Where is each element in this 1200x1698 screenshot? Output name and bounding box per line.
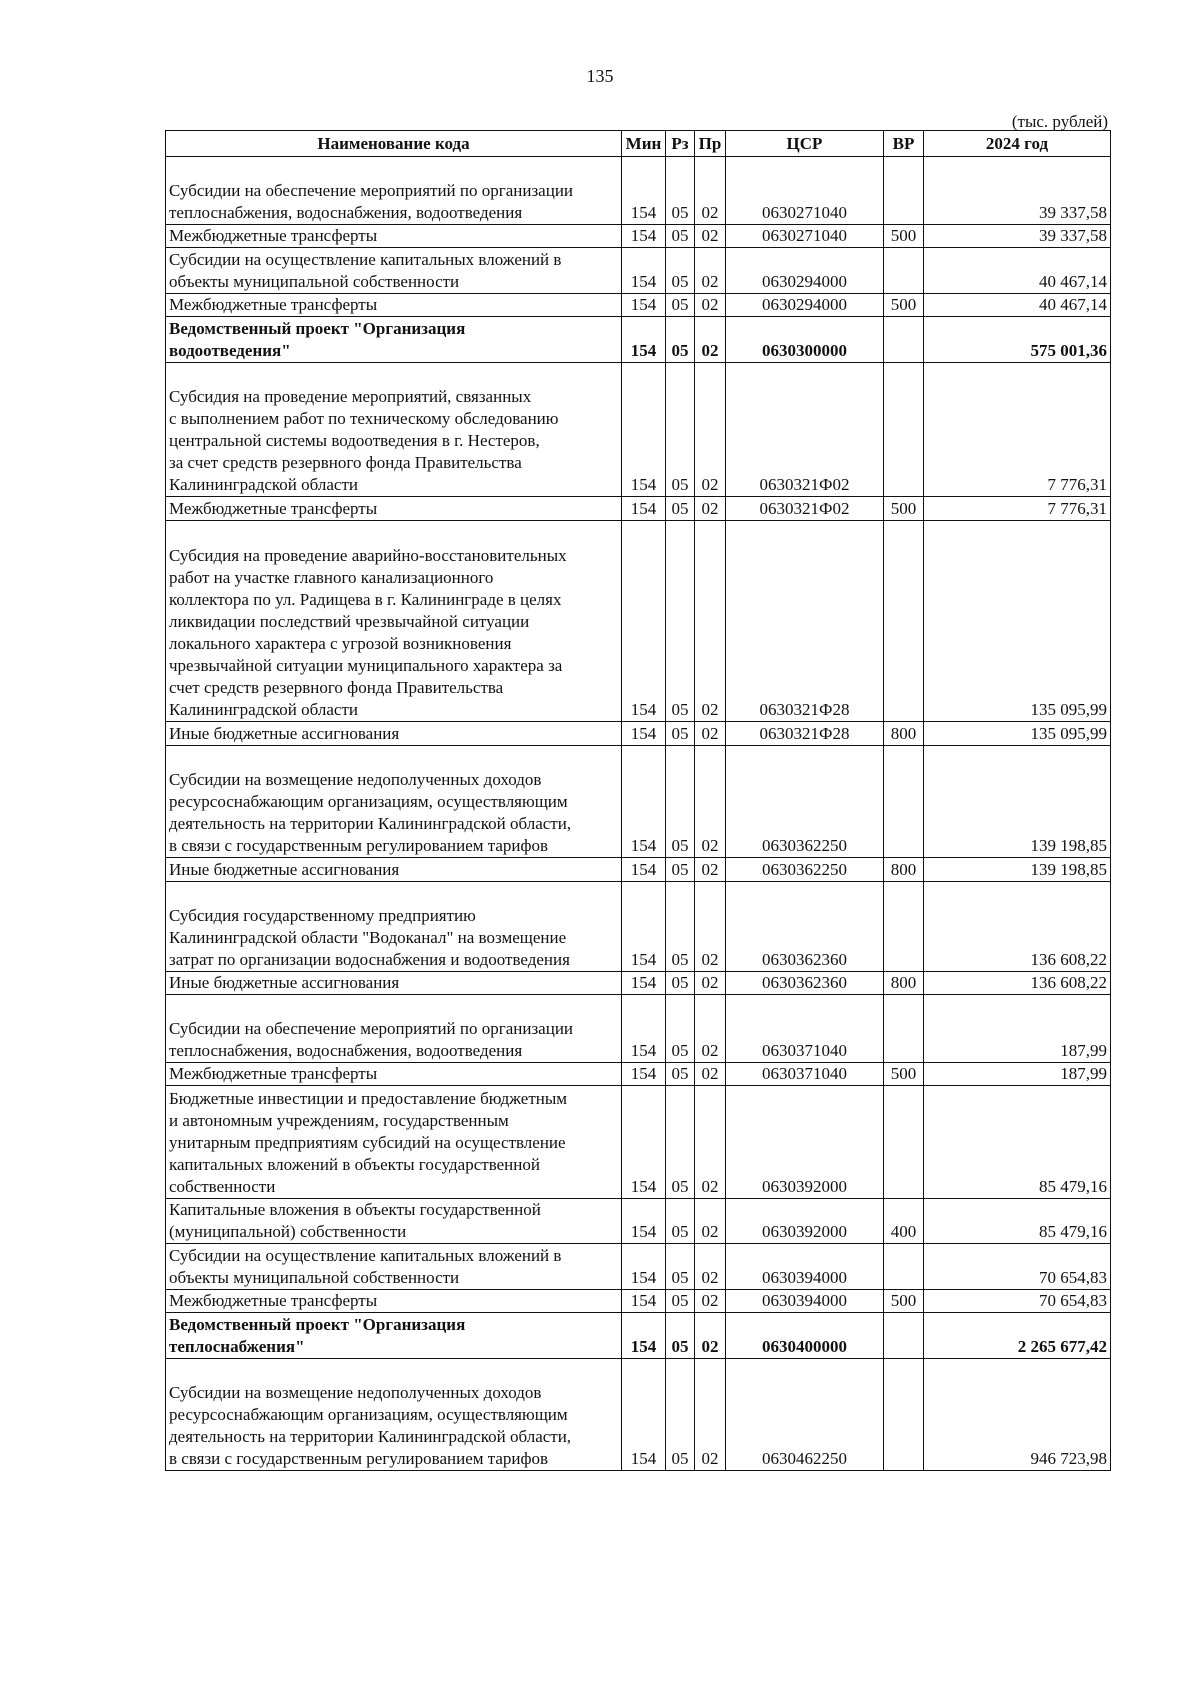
cell-sum: 85 479,16 [924,1198,1111,1244]
cell-csr: 0630392000 [726,1198,884,1244]
cell-sum: 139 198,85 [924,858,1111,881]
table-row [166,520,1111,722]
cell-min: 154 [622,995,666,1063]
cell-pr: 02 [695,995,726,1063]
cell-vr [884,881,924,971]
cell-vr: 500 [884,1062,924,1085]
cell-pr: 02 [695,317,726,363]
cell-min: 154 [622,293,666,316]
cell-csr: 0630321Ф28 [726,520,884,722]
cell-csr: 0630371040 [726,1062,884,1085]
cell-name: Межбюджетные трансферты [166,1289,622,1312]
cell-vr [884,1086,924,1199]
cell-csr: 0630394000 [726,1244,884,1290]
cell-pr: 02 [695,881,726,971]
cell-name: Субсидии на осуществление капитальных вложений в объекты муниципальной собственности [166,248,622,294]
cell-name: Межбюджетные трансферты [166,293,622,316]
cell-rz: 05 [666,1313,695,1359]
table-row [166,1313,1111,1359]
cell-min: 154 [622,1313,666,1359]
cell-sum: 135 095,99 [924,722,1111,745]
cell-rz: 05 [666,1244,695,1290]
cell-rz: 05 [666,1358,695,1471]
cell-min: 154 [622,1198,666,1244]
cell-sum: 946 723,98 [924,1358,1111,1471]
cell-sum: 139 198,85 [924,745,1111,858]
table-row [166,248,1111,294]
table-row [166,745,1111,858]
table-row [166,1086,1111,1199]
cell-pr: 02 [695,1086,726,1199]
cell-vr: 500 [884,497,924,520]
cell-vr: 500 [884,1289,924,1312]
cell-csr: 0630294000 [726,248,884,294]
cell-min: 154 [622,317,666,363]
cell-rz: 05 [666,971,695,994]
cell-vr [884,520,924,722]
cell-vr [884,1358,924,1471]
cell-rz: 05 [666,362,695,497]
cell-vr [884,995,924,1063]
cell-rz: 05 [666,745,695,858]
cell-sum: 7 776,31 [924,362,1111,497]
cell-rz: 05 [666,995,695,1063]
cell-name: Субсидии на обеспечение мероприятий по организации теплоснабжения, водоснабжения, водоотведения [166,157,622,225]
cell-min: 154 [622,745,666,858]
cell-sum: 39 337,58 [924,157,1111,225]
cell-min: 154 [622,1244,666,1290]
table-row [166,881,1111,971]
cell-pr: 02 [695,1244,726,1290]
cell-sum: 575 001,36 [924,317,1111,363]
cell-pr: 02 [695,745,726,858]
cell-pr: 02 [695,293,726,316]
cell-name: Межбюджетные трансферты [166,497,622,520]
cell-rz: 05 [666,224,695,247]
table-row [166,497,1111,520]
cell-csr: 0630394000 [726,1289,884,1312]
units-label: (тыс. рублей) [1011,112,1108,131]
cell-vr: 800 [884,858,924,881]
cell-name: Иные бюджетные ассигнования [166,971,622,994]
cell-pr: 02 [695,1062,726,1085]
cell-sum: 70 654,83 [924,1244,1111,1290]
table-row [166,995,1111,1063]
cell-csr: 0630462250 [726,1358,884,1471]
page-number: 135 [586,66,614,86]
cell-name: Субсидии на возмещение недополученных доходов ресурсоснабжающим организациям, осуществляющим деятельность на территории Калининградской области, в связи с государственным регулированием тарифов [166,745,622,858]
cell-min: 154 [622,722,666,745]
table-row [166,224,1111,247]
cell-pr: 02 [695,722,726,745]
cell-name: Ведомственный проект "Организация теплоснабжения" [166,1313,622,1359]
cell-name: Иные бюджетные ассигнования [166,722,622,745]
cell-csr: 0630271040 [726,157,884,225]
table-row [166,722,1111,745]
table-row [166,157,1111,225]
table-row [166,1358,1111,1471]
cell-min: 154 [622,881,666,971]
cell-csr: 0630362250 [726,858,884,881]
cell-sum: 2 265 677,42 [924,1313,1111,1359]
cell-rz: 05 [666,293,695,316]
cell-name: Субсидия государственному предприятию Калининградской области "Водоканал" на возмещение затрат по организации водоснабжения и водоотведения [166,881,622,971]
cell-sum: 70 654,83 [924,1289,1111,1312]
cell-vr [884,1244,924,1290]
header-rz: Рз [666,131,695,157]
cell-min: 154 [622,520,666,722]
cell-vr: 400 [884,1198,924,1244]
cell-vr: 800 [884,722,924,745]
cell-pr: 02 [695,1358,726,1471]
cell-min: 154 [622,971,666,994]
cell-min: 154 [622,497,666,520]
cell-min: 154 [622,248,666,294]
cell-pr: 02 [695,1313,726,1359]
cell-csr: 0630321Ф28 [726,722,884,745]
header-year: 2024 год [924,131,1111,157]
cell-name: Капитальные вложения в объекты государственной (муниципальной) собственности [166,1198,622,1244]
cell-min: 154 [622,1062,666,1085]
cell-min: 154 [622,1358,666,1471]
cell-name: Межбюджетные трансферты [166,1062,622,1085]
cell-pr: 02 [695,248,726,294]
cell-sum: 136 608,22 [924,971,1111,994]
cell-sum: 135 095,99 [924,520,1111,722]
cell-rz: 05 [666,1086,695,1199]
cell-name: Ведомственный проект "Организация водоотведения" [166,317,622,363]
cell-sum: 40 467,14 [924,293,1111,316]
cell-sum: 187,99 [924,1062,1111,1085]
header-min: Мин [622,131,666,157]
cell-min: 154 [622,157,666,225]
cell-pr: 02 [695,1198,726,1244]
cell-vr [884,248,924,294]
header-pr: Пр [695,131,726,157]
cell-csr: 0630362250 [726,745,884,858]
cell-rz: 05 [666,520,695,722]
cell-pr: 02 [695,1289,726,1312]
cell-pr: 02 [695,224,726,247]
cell-vr: 800 [884,971,924,994]
cell-vr [884,362,924,497]
cell-rz: 05 [666,1198,695,1244]
cell-pr: 02 [695,157,726,225]
cell-vr [884,157,924,225]
cell-pr: 02 [695,520,726,722]
header-vr: ВР [884,131,924,157]
cell-csr: 0630294000 [726,293,884,316]
cell-min: 154 [622,224,666,247]
cell-pr: 02 [695,362,726,497]
table-row [166,1289,1111,1312]
cell-sum: 40 467,14 [924,248,1111,294]
cell-rz: 05 [666,248,695,294]
cell-pr: 02 [695,497,726,520]
cell-pr: 02 [695,971,726,994]
cell-name: Бюджетные инвестиции и предоставление бюджетным и автономным учреждениям, государственным унитарным предприятиям субсидий на осуществление капитальных вложений в объекты государственной собственности [166,1086,622,1199]
cell-rz: 05 [666,317,695,363]
cell-min: 154 [622,1289,666,1312]
cell-sum: 7 776,31 [924,497,1111,520]
table-row [166,317,1111,363]
cell-rz: 05 [666,722,695,745]
cell-sum: 136 608,22 [924,881,1111,971]
table-row [166,1198,1111,1244]
budget-table [165,130,1111,1471]
cell-csr: 0630321Ф02 [726,497,884,520]
cell-rz: 05 [666,497,695,520]
cell-name: Субсидии на обеспечение мероприятий по организации теплоснабжения, водоснабжения, водоотведения [166,995,622,1063]
cell-sum: 39 337,58 [924,224,1111,247]
table-header-row [166,131,1111,157]
cell-min: 154 [622,362,666,497]
cell-rz: 05 [666,858,695,881]
cell-csr: 0630362360 [726,971,884,994]
cell-name: Субсидия на проведение аварийно-восстановительных работ на участке главного канализационного коллектора по ул. Радищева в г. Калининграде в целях ликвидации последствий чрезвычайной ситуации локального характера с угрозой возникновения чрезвычайной ситуации муниципального характера за счет средств резервного фонда Правительства Калининградской области [166,520,622,722]
cell-name: Иные бюджетные ассигнования [166,858,622,881]
cell-pr: 02 [695,858,726,881]
cell-name: Субсидии на возмещение недополученных доходов ресурсоснабжающим организациям, осуществляющим деятельность на территории Калининградской области, в связи с государственным регулированием тарифов [166,1358,622,1471]
table-row [166,1062,1111,1085]
cell-csr: 0630300000 [726,317,884,363]
cell-name: Субсидия на проведение мероприятий, связанных с выполнением работ по техническому обследованию центральной системы водоотведения в г. Нестеров, за счет средств резервного фонда Правительства Калининградской области [166,362,622,497]
cell-vr [884,317,924,363]
cell-vr: 500 [884,224,924,247]
cell-csr: 0630392000 [726,1086,884,1199]
cell-name: Межбюджетные трансферты [166,224,622,247]
cell-csr: 0630271040 [726,224,884,247]
cell-min: 154 [622,858,666,881]
cell-rz: 05 [666,881,695,971]
cell-name: Субсидии на осуществление капитальных вложений в объекты муниципальной собственности [166,1244,622,1290]
cell-rz: 05 [666,1289,695,1312]
table-row [166,971,1111,994]
cell-vr [884,1313,924,1359]
table-row [166,293,1111,316]
cell-sum: 85 479,16 [924,1086,1111,1199]
table-row [166,1244,1111,1290]
cell-rz: 05 [666,157,695,225]
table-row [166,858,1111,881]
table-row [166,362,1111,497]
cell-min: 154 [622,1086,666,1199]
cell-vr [884,745,924,858]
cell-csr: 0630362360 [726,881,884,971]
cell-sum: 187,99 [924,995,1111,1063]
cell-rz: 05 [666,1062,695,1085]
cell-csr: 0630400000 [726,1313,884,1359]
header-csr: ЦСР [726,131,884,157]
cell-vr: 500 [884,293,924,316]
cell-csr: 0630371040 [726,995,884,1063]
header-name: Наименование кода [166,131,622,157]
cell-csr: 0630321Ф02 [726,362,884,497]
